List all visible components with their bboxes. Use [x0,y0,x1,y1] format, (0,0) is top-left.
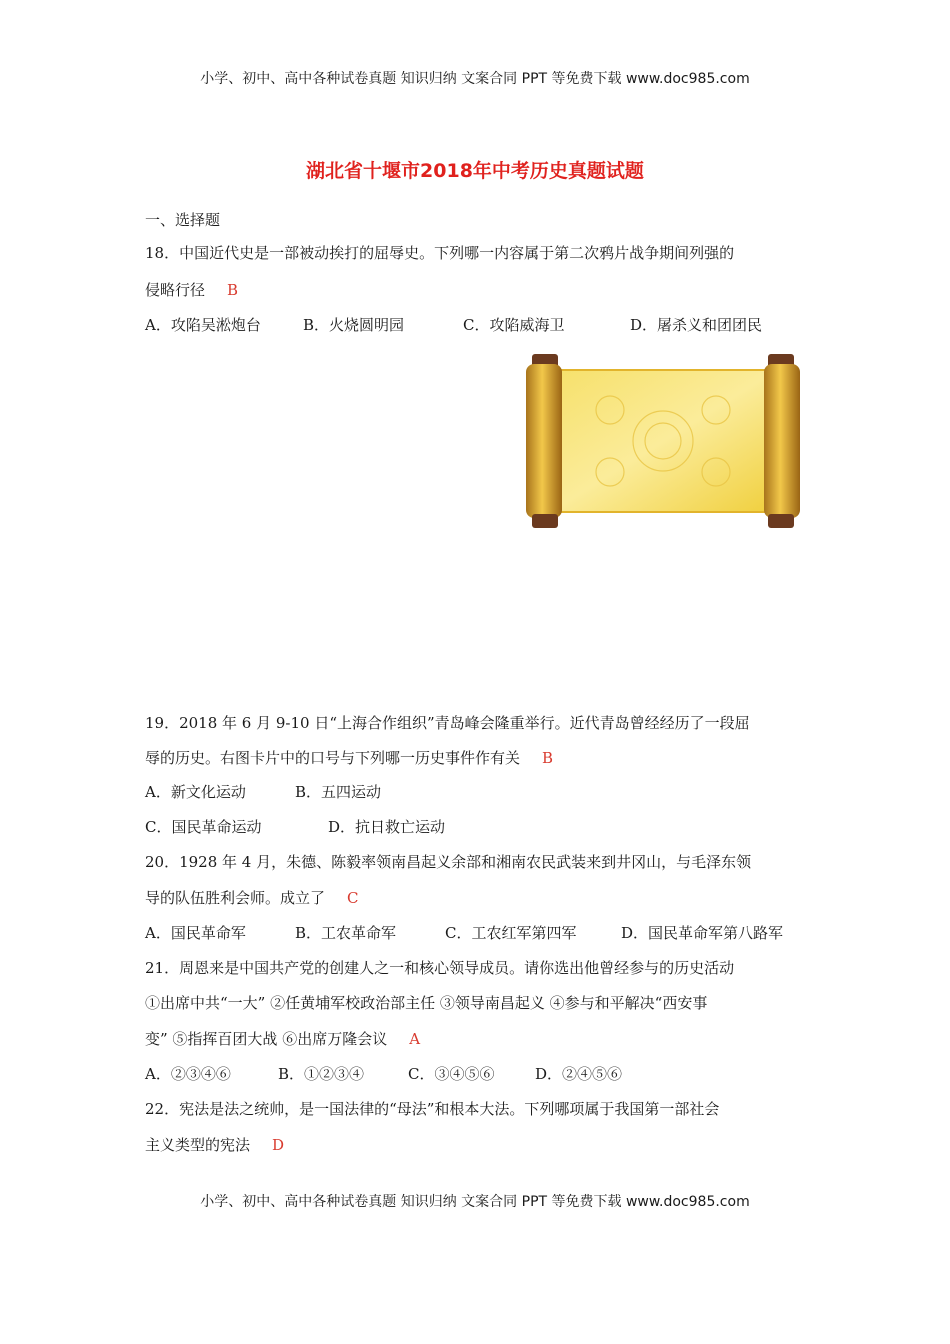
q20-option-c: C．工农红军第四军 [445,924,577,942]
q19-option-b: B．五四运动 [295,783,382,801]
q22-stem-line1: 22．宪法是法之统帅，是一国法律的“母法”和根本大法。下列哪项属于我国第一部社会 [145,1100,720,1118]
q18-stem-line1: 18．中国近代史是一部被动挨打的屈辱史。下列哪一内容属于第二次鸦片战争期间列强的 [145,244,735,262]
q18-option-d: D．屠杀义和团团民 [630,316,763,334]
q21-option-b: B．①②③④ [278,1065,365,1083]
scroll-paper [550,370,776,512]
q21-option-d: D．②④⑤⑥ [535,1065,623,1083]
q21-stem-text: 变” ⑤指挥百团大战 ⑥出席万隆会议 [145,1030,388,1048]
q21-options [145,1064,622,1084]
q19-stem-line2 [145,748,553,768]
scroll-right-rod [764,354,800,528]
q18-stem-line2 [145,280,238,300]
page-title: 湖北省十堰市2018年中考历史真题试题 [306,160,644,182]
q21-option-c: C．③④⑤⑥ [408,1065,495,1083]
q20-answer: C [347,889,359,907]
q18-options [145,315,762,335]
q19-stem-line1: 19．2018 年 6 月 9-10 日“上海合作组织”青岛峰会隆重举行。近代青岛曾经经历了一段屈 [145,714,750,732]
scroll-image [520,350,806,532]
q19-options-row2 [145,817,445,837]
q20-options [145,923,783,943]
q20-option-d: D．国民革命军第八路军 [621,924,784,942]
q19-options-row1 [145,782,381,802]
q21-answer: A [409,1030,421,1048]
q18-option-b: B．火烧圆明园 [303,316,405,334]
q21-option-a: A．②③④⑥ [145,1065,231,1083]
q21-stem-line3 [145,1029,420,1049]
q22-answer: D [272,1136,285,1154]
q20-stem-line1: 20．1928 年 4 月，朱德、陈毅率领南昌起义余部和湘南农民武装来到井冈山，与毛泽东领 [145,853,752,871]
q19-option-c: C．国民革命运动 [145,818,262,836]
section-heading: 一、选择题 [145,211,221,229]
page-header: 小学、初中、高中各种试卷真题 知识归纳 文案合同 PPT 等免费下载 www.doc985.com [200,71,750,87]
q22-stem-text: 主义类型的宪法 [145,1136,251,1154]
q20-option-b: B．工农革命军 [295,924,397,942]
q18-option-a: A．攻陷吴淞炮台 [145,316,261,334]
scroll-left-rod [526,354,562,528]
q21-stem-line2: ①出席中共“一大” ②任黄埔军校政治部主任 ③领导南昌起义 ④参与和平解决“西安事 [145,994,708,1012]
q20-stem-text: 导的队伍胜利会师。成立了 [145,889,326,907]
q18-answer: B [227,281,239,299]
q20-stem-line2 [145,888,359,908]
q18-stem-text: 侵略行径 [145,281,206,299]
q19-option-d: D．抗日救亡运动 [328,818,446,836]
q18-option-c: C．攻陷威海卫 [463,316,565,334]
q20-option-a: A．国民革命军 [145,924,246,942]
q19-stem-text: 辱的历史。右图卡片中的口号与下列哪一历史事件作有关 [145,749,521,767]
q19-answer: B [542,749,554,767]
q19-option-a: A．新文化运动 [145,783,246,801]
page-footer: 小学、初中、高中各种试卷真题 知识归纳 文案合同 PPT 等免费下载 www.doc985.com [200,1194,750,1210]
q21-stem-line1: 21．周恩来是中国共产党的创建人之一和核心领导成员。请你选出他曾经参与的历史活动 [145,959,735,977]
q22-stem-line2 [145,1135,284,1155]
